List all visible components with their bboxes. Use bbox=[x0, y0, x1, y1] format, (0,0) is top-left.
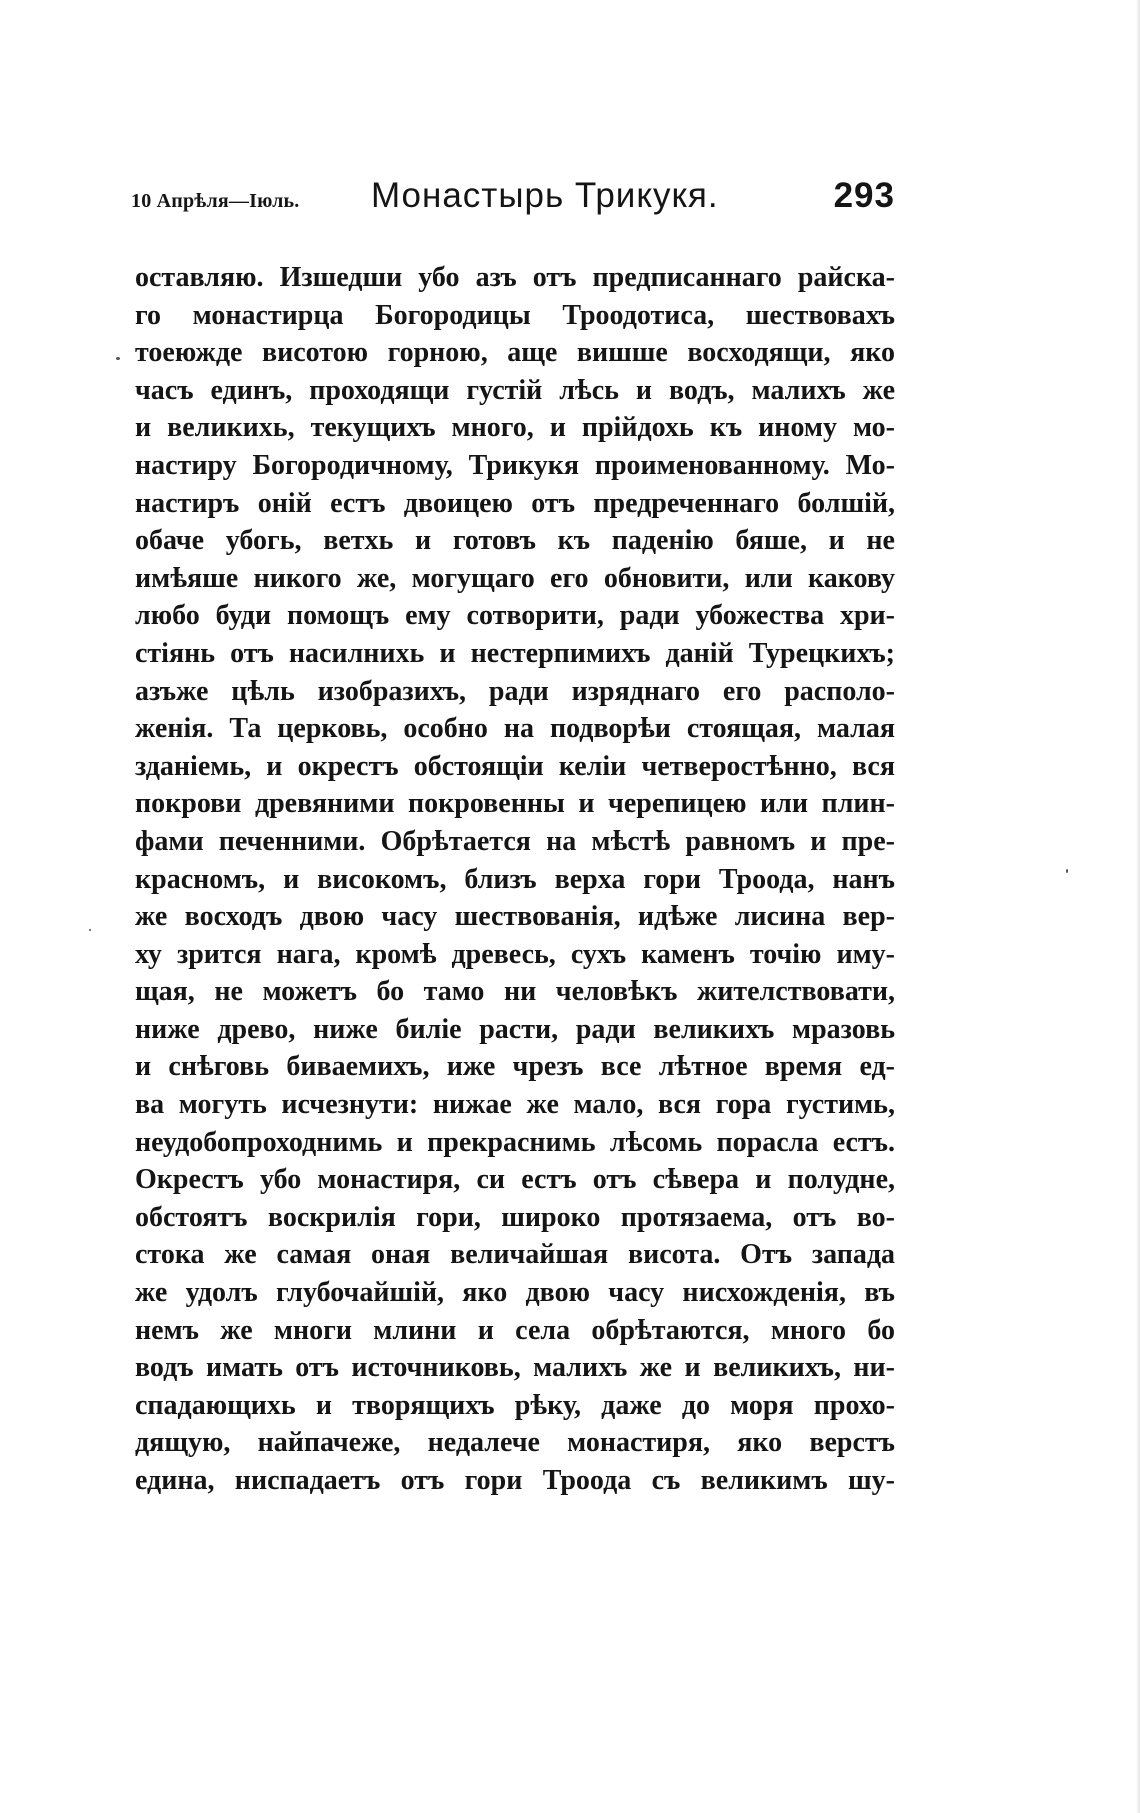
text-line: обаче убогь, ветхь и готовъ къ паденію бяше, и не bbox=[135, 525, 895, 557]
text-line: едина, ниспадаетъ отъ гори Троода съ великимъ шу- bbox=[135, 1465, 895, 1496]
ink-speck bbox=[1066, 869, 1068, 873]
text-line: азъже цѣль изобразихъ, ради изряднаго его располо- bbox=[135, 675, 895, 707]
text-line: го монастирца Богородицы Троодотиса, шествовахъ bbox=[135, 299, 895, 331]
body-text bbox=[135, 259, 895, 1500]
text-line: имѣяше никого же, могущаго его обновити, или какову bbox=[135, 562, 895, 594]
text-line: фами печенними. Обрѣтается на мѣстѣ равномъ и пре- bbox=[135, 825, 895, 857]
header-title: Монастырь Трикукя. bbox=[371, 176, 719, 215]
text-line: неудобопроходнимь и прекраснимь лѣсомь порасла естъ. bbox=[135, 1126, 895, 1158]
text-line: покрови древяними покровенны и черепицею или плин- bbox=[135, 788, 895, 820]
text-line: красномъ, и високомъ, близъ верха гори Троода, нанъ bbox=[135, 863, 895, 895]
page-number: 293 bbox=[833, 176, 895, 215]
text-line: настиру Богородичному, Трикукя проименованному. Мо- bbox=[135, 449, 895, 481]
text-line: водъ имать отъ источниковь, малихъ же и великихъ, ни- bbox=[135, 1352, 895, 1384]
text-line: ху зрится нага, кромѣ древесь, сухъ каменъ точію иму- bbox=[135, 938, 895, 970]
page-edge-shadow bbox=[1136, 0, 1140, 1813]
running-header bbox=[131, 176, 895, 222]
text-line: любо буди помощъ ему сотворити, ради убожества хри- bbox=[135, 600, 895, 632]
text-line: зданіемь, и окрестъ обстоящіи келіи четверостѣнно, вся bbox=[135, 750, 895, 782]
text-line: щая, не можетъ бо тамо ни человѣкъ жителствовати, bbox=[135, 976, 895, 1008]
ink-speck bbox=[89, 929, 91, 931]
text-line: немъ же многи млини и села обрѣтаются, много бо bbox=[135, 1314, 895, 1346]
text-line: и великихь, текущихъ много, и прійдохь къ иному мо- bbox=[135, 412, 895, 444]
text-line: ва могуть исчезнути: нижае же мало, вся гора густимь, bbox=[135, 1089, 895, 1121]
text-line: стока же самая оная величайшая висота. Отъ запада bbox=[135, 1239, 895, 1271]
text-line: же восходъ двою часу шествованія, идѣже лисина вер- bbox=[135, 901, 895, 933]
text-line: обстоятъ воскрилія гори, широко протязаема, отъ во- bbox=[135, 1201, 895, 1233]
text-line: часъ единъ, проходящи густій лѣсь и водъ, малихъ же bbox=[135, 374, 895, 406]
text-line: стіянь отъ насилнихь и нестерпимихъ даній Турецкихъ; bbox=[135, 637, 895, 669]
text-line: и снѣговь биваемихъ, иже чрезъ все лѣтное время ед- bbox=[135, 1051, 895, 1083]
text-line: настиръ оній естъ двоицею отъ предреченнаго болшій, bbox=[135, 487, 895, 519]
text-line: тоеюжде висотою горною, аще вишше восходящи, яко bbox=[135, 337, 895, 369]
text-line: оставляю. Изшедши убо азъ отъ предписаннаго райска- bbox=[135, 262, 895, 293]
text-line: же удолъ глубочайшій, яко двою часу нисхожденія, въ bbox=[135, 1277, 895, 1309]
text-line: женія. Та церковь, особно на подворѣи стоящая, малая bbox=[135, 713, 895, 745]
text-line: дящую, найпачеже, недалече монастиря, яко верстъ bbox=[135, 1427, 895, 1459]
text-line: ниже древо, ниже биліе расти, ради великихъ мразовь bbox=[135, 1013, 895, 1045]
ink-speck bbox=[116, 357, 120, 360]
text-line: Окрестъ убо монастиря, си естъ отъ сѣвера и полудне, bbox=[135, 1164, 895, 1196]
header-dates: 10 Апрѣля—Іюль. bbox=[131, 190, 300, 212]
text-line: спадающихь и творящихъ рѣку, даже до моря прохо- bbox=[135, 1389, 895, 1421]
